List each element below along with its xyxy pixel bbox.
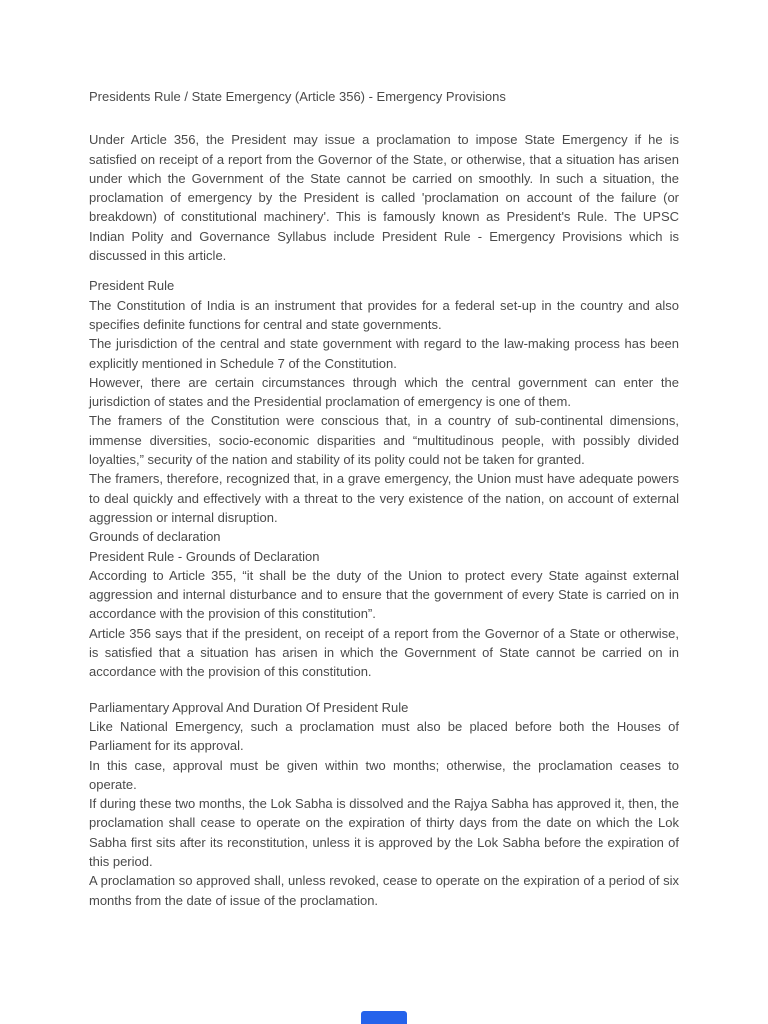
intro-paragraph: Under Article 356, the President may issue a proclamation to impose State Emergency if he is satisfied on receipt of a report from the Governor of the State, or otherwise, that a situation has arisen under which the Government of the State cannot be carried on smoothly. In such a situation, the proclamation of emergency by the President is called 'proclamation on account of the failure (or breakdown) of constitutional machinery'. This is famously known as President's Rule. The UPSC Indian Polity and Governance Syllabus include President Rule - Emergency Provisions which is discussed in this article. (89, 132, 679, 264)
section-president-rule (89, 276, 679, 681)
paragraph: The framers of the Constitution were conscious that, in a country of sub-continental dimensions, immense diversities, socio-economic disparities and “multitudinous people, with possibly divided loyalties,” security of the nation and stability of its polity could not be taken for granted. (89, 413, 679, 468)
paragraph: The framers, therefore, recognized that, in a grave emergency, the Union must have adequate powers to deal quickly and effectively with a threat to the very existence of the nation, on account of external aggression or internal disruption. (89, 471, 679, 525)
document-content (89, 87, 679, 910)
section-parliamentary-approval (89, 698, 679, 910)
paragraph: In this case, approval must be given within two months; otherwise, the proclamation ceases to operate. (89, 757, 679, 792)
section-heading-parliamentary-approval: Parliamentary Approval And Duration Of President Rule (89, 699, 409, 715)
brand-badge[interactable] (361, 1011, 407, 1024)
paragraph: According to Article 355, “it shall be the duty of the Union to protect every State against external aggression and internal disturbance and to ensure that the government of every State is carried on in accordance with the provision of this constitution”. (89, 567, 679, 622)
paragraph: The jurisdiction of the central and state government with regard to the law-making process has been explicitly mentioned in Schedule 7 of the Constitution. (89, 336, 679, 371)
paragraph: However, there are certain circumstances through which the central government can enter the jurisdiction of states and the Presidential proclamation of emergency is one of them. (89, 374, 679, 410)
paragraph: Article 356 says that if the president, on receipt of a report from the Governor of a State or otherwise, is satisfied that a situation has arisen in which the Government of State cannot be carried on in accordance with the provision of this constitution. (89, 625, 679, 680)
section-heading-president-rule: President Rule (89, 278, 175, 294)
paragraph: The Constitution of India is an instrument that provides for a federal set-up in the country and also specifies definite functions for central and state governments. (89, 297, 679, 332)
paragraph: A proclamation so approved shall, unless revoked, cease to operate on the expiration of a period of six months from the date of issue of the proclamation. (89, 873, 679, 908)
paragraph: If during these two months, the Lok Sabha is dissolved and the Rajya Sabha has approved it, then, the proclamation shall cease to operate on the expiration of thirty days from the date on which the Lok Sabha first sits after its reconstitution, unless it is approved by the Lok Sabha before the expiration of this period. (89, 796, 679, 869)
document-title: Presidents Rule / State Emergency (Article 356) - Emergency Provisions (89, 89, 506, 104)
grounds-heading: President Rule - Grounds of Declaration (89, 548, 320, 564)
grounds-label: Grounds of declaration (89, 529, 221, 545)
paragraph: Like National Emergency, such a proclamation must also be placed before both the Houses of Parliament for its approval. (89, 718, 679, 754)
